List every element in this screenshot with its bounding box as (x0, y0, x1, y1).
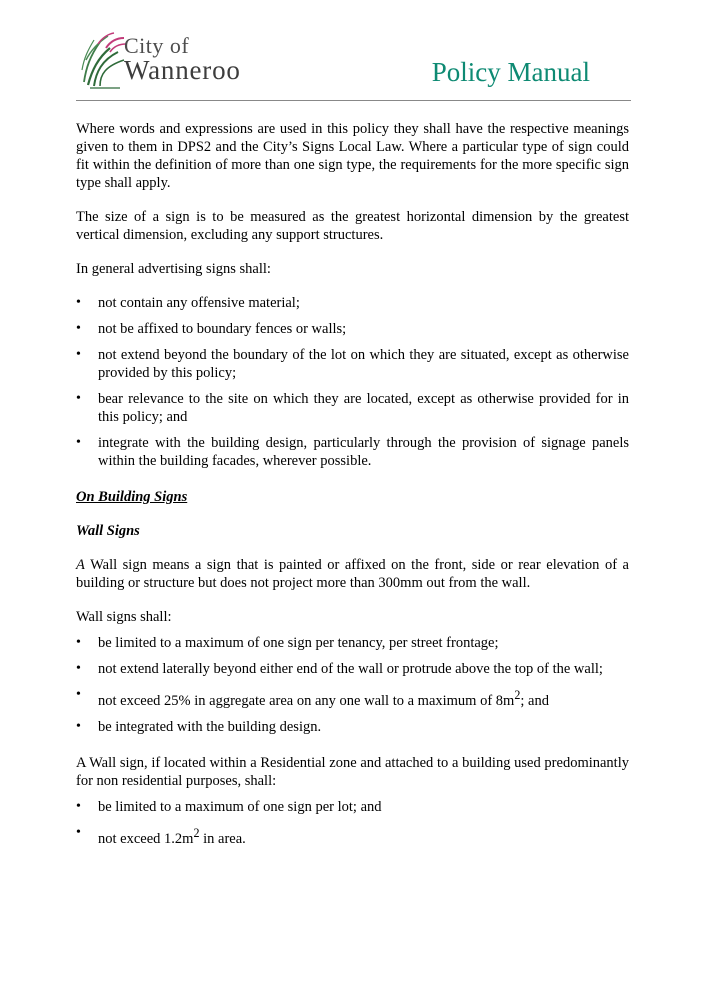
header-divider (76, 100, 631, 101)
bullet-icon: • (76, 824, 81, 840)
list-item: • integrate with the building design, particularly through the provision of signage panels within the building facades, wherever possible. (76, 435, 629, 469)
paragraph-wall-signs-intro: Wall signs shall: (76, 609, 172, 625)
section-heading-on-building-signs: On Building Signs (76, 489, 188, 505)
subsection-heading-wall-signs: Wall Signs (76, 523, 140, 539)
bullet-icon: • (76, 635, 81, 650)
bullet-icon: • (76, 798, 81, 814)
paragraph-wall-sign-definition: A Wall sign means a sign that is painted or affixed on the front, side or rear elevation of a building or structure but does not project more than 300mm out from the wall. (76, 557, 629, 591)
residential-wall-sign-list (76, 798, 629, 848)
page-header (0, 0, 705, 104)
list-item: • not exceed 25% in aggregate area on any one wall to a maximum of $8m^2$; and (76, 687, 549, 709)
bullet-icon: • (76, 347, 81, 362)
bullet-icon: • (76, 391, 81, 406)
general-requirements-list (76, 294, 629, 470)
logo-text-city-of: City of (124, 33, 190, 58)
document-title: Policy Manual (431, 57, 590, 87)
bullet-icon: • (76, 321, 81, 336)
bullet-icon: • (76, 435, 81, 450)
bullet-icon: • (76, 295, 81, 310)
list-item: • bear relevance to the site on which they are located, except as otherwise provided for in this policy; and (76, 391, 629, 425)
paragraph-general-intro: In general advertising signs shall: (76, 261, 271, 277)
list-item: • not exceed $1.2m^2$ in area. (76, 824, 246, 847)
list-item: • not contain any offensive material; (76, 295, 300, 311)
bullet-icon: • (76, 718, 81, 734)
paragraph-definitions: Where words and expressions are used in this policy they shall have the respective meanings given to them in DPS2 and the City’s Signs Local Law. Where a particular type of sign could fit within the definition of more than one sign type, the requirements for the more specific sign type shall apply. (76, 121, 629, 191)
bullet-icon: • (76, 661, 81, 676)
logo-text-wanneroo: Wanneroo (124, 55, 241, 85)
paragraph-sign-size: The size of a sign is to be measured as the greatest horizontal dimension by the greatest vertical dimension, excluding any support structures. (76, 209, 629, 243)
paragraph-residential-zone: A Wall sign, if located within a Residential zone and attached to a building used predominantly for non residential purposes, shall: (76, 754, 629, 789)
wall-sign-requirements-list (76, 634, 629, 736)
list-item: • be integrated with the building design. (76, 718, 322, 735)
list-item: • not be affixed to boundary fences or walls; (76, 321, 347, 337)
bullet-icon: • (76, 687, 81, 702)
list-item: • not extend laterally beyond either end of the wall or protrude above the top of the wall; (76, 661, 603, 677)
document-body (76, 120, 629, 856)
list-item: • be limited to a maximum of one sign per lot; and (76, 798, 382, 815)
list-item: • not extend beyond the boundary of the lot on which they are situated, except as otherwise provided by this policy; (76, 347, 629, 381)
list-item: • be limited to a maximum of one sign per tenancy, per street frontage; (76, 635, 499, 651)
